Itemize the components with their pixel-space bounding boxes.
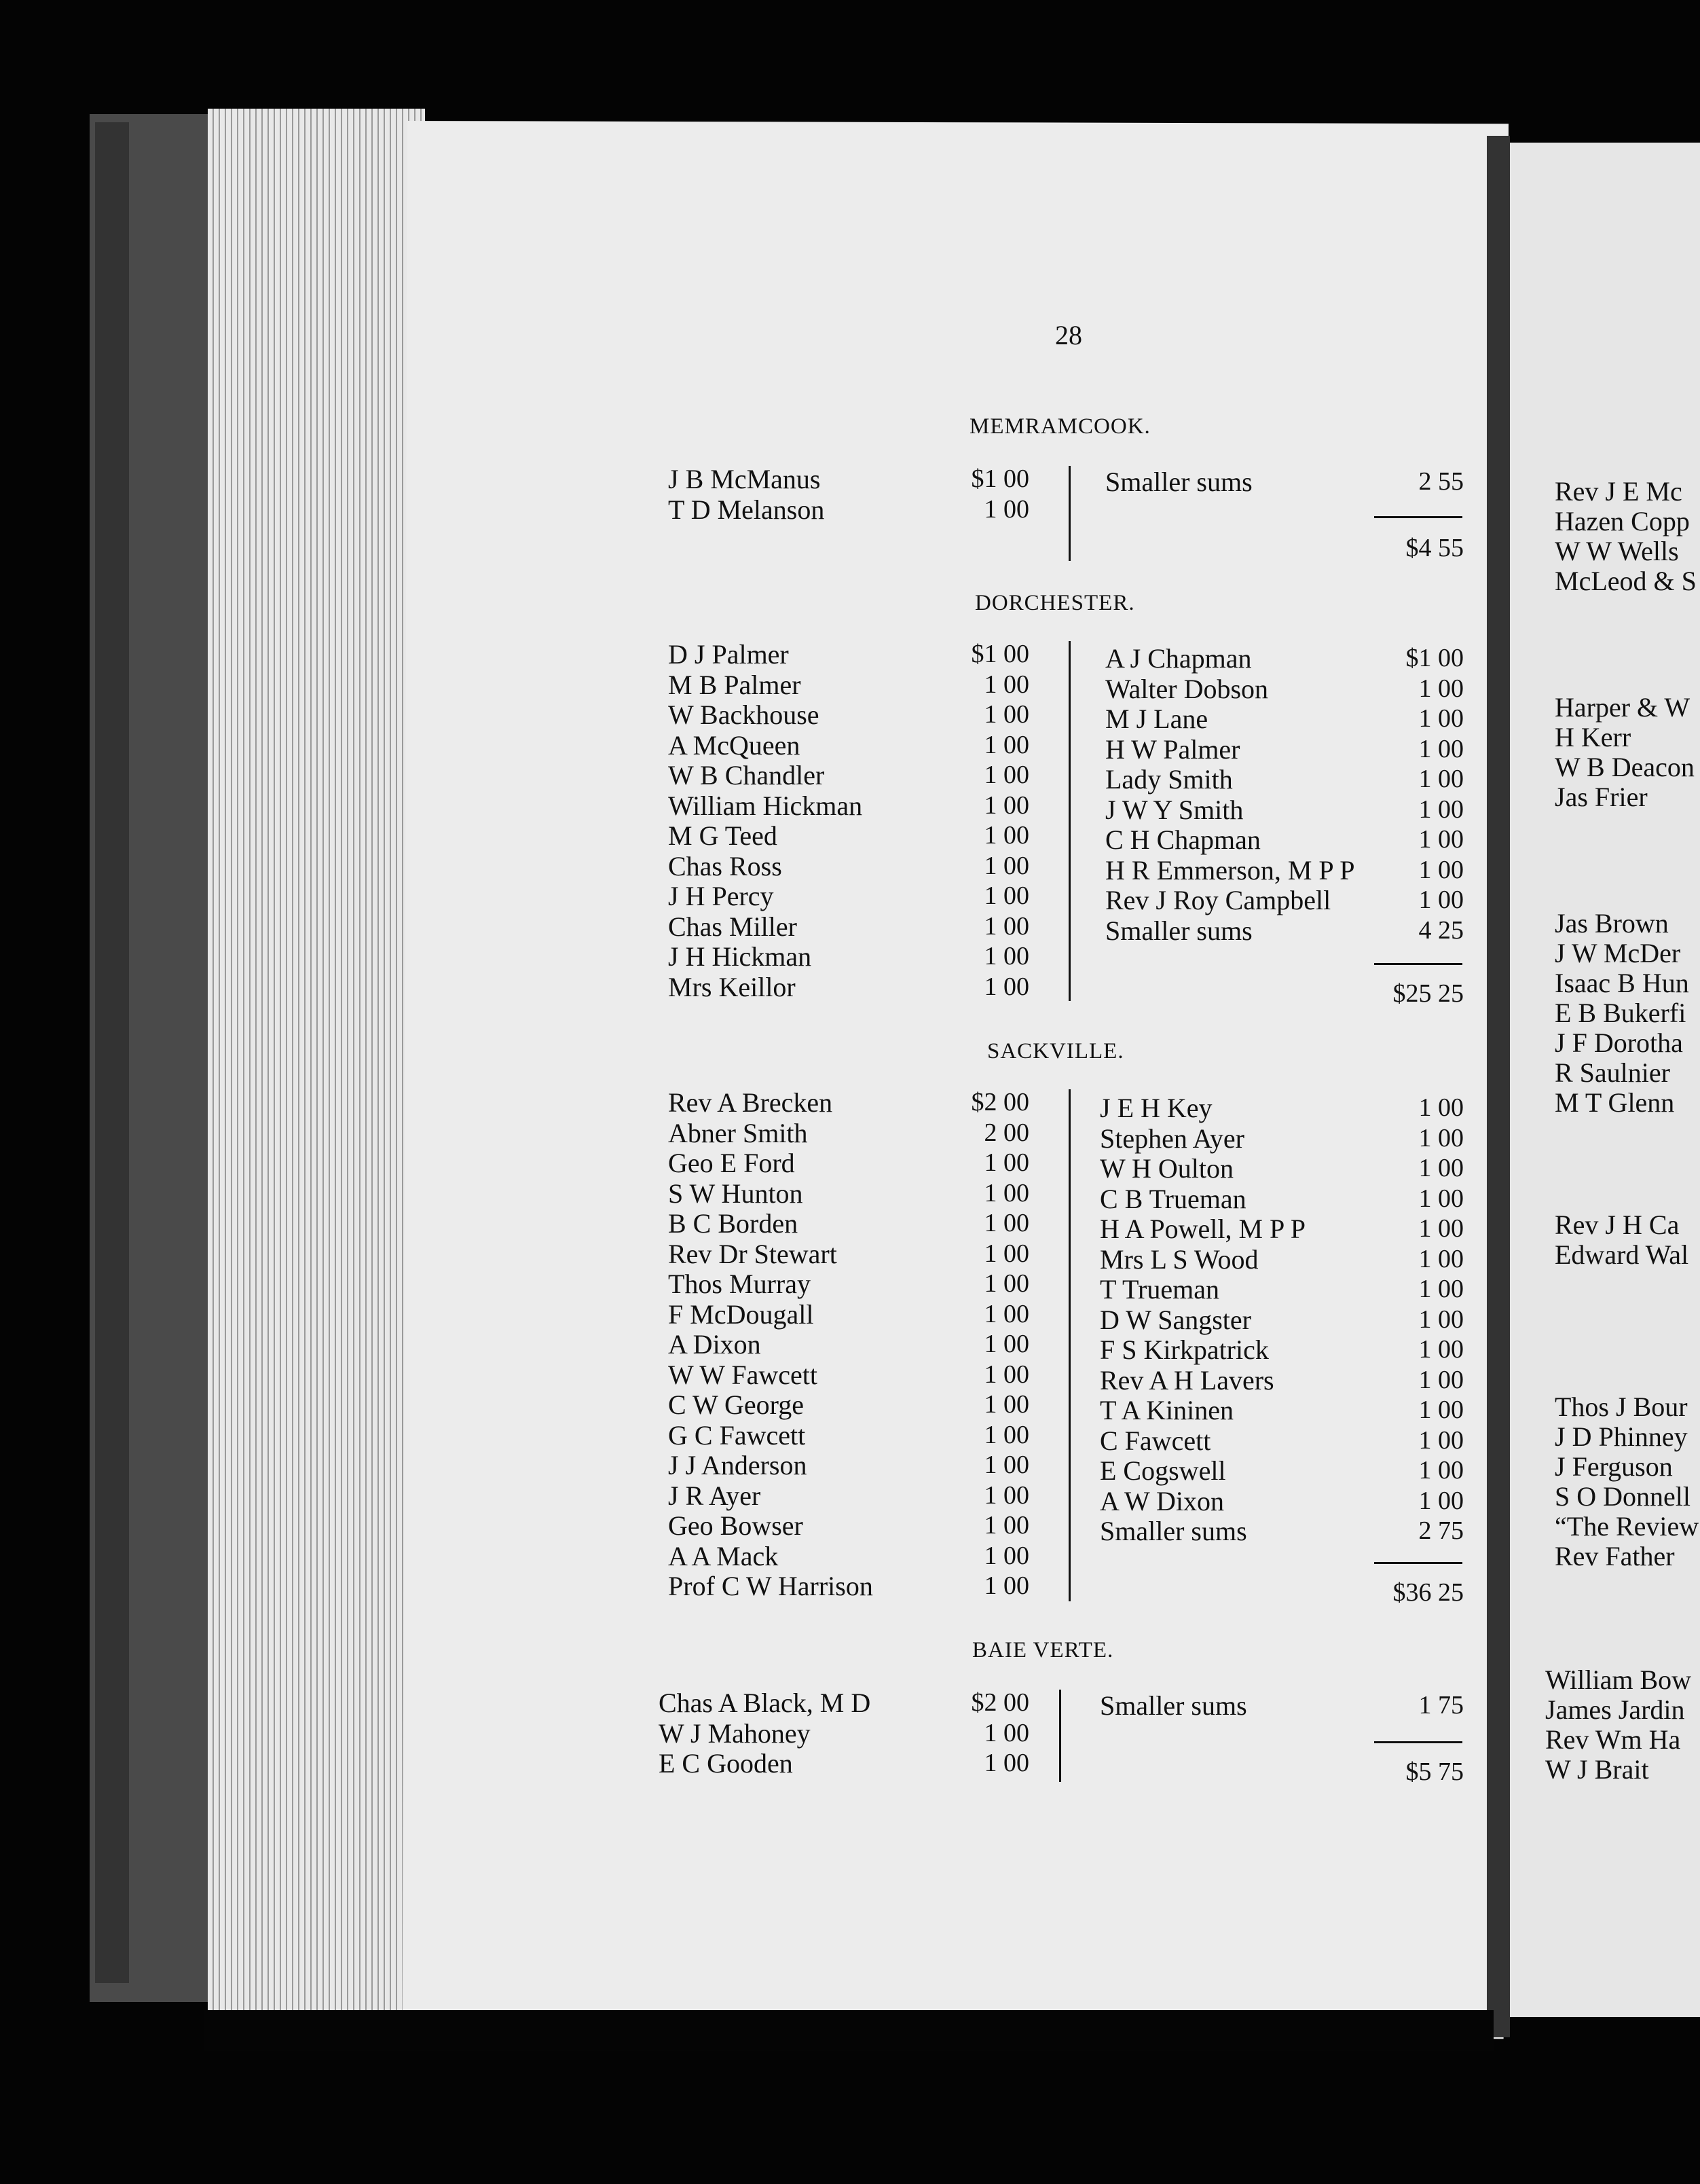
donation-amount: $1 00 <box>1405 644 1464 672</box>
donor-name: Walter Dobson <box>1105 673 1269 704</box>
donor-name: Chas A Black, M D <box>659 1688 871 1718</box>
donation-amount: 1 00 <box>984 881 1029 910</box>
facing-page-line: Jas Frier <box>1555 782 1648 812</box>
donation-amount: 1 00 <box>984 942 1029 970</box>
donation-amount: 1 00 <box>984 1718 1029 1747</box>
facing-page-line: J W McDer <box>1555 938 1681 968</box>
donation-amount: 1 00 <box>1418 1214 1464 1243</box>
donor-name: William Hickman <box>668 790 863 821</box>
donor-name: C W George <box>668 1389 804 1420</box>
facing-page-line: “The Review <box>1555 1511 1699 1542</box>
donor-name: S W Hunton <box>668 1178 803 1209</box>
donor-name: Smaller sums <box>1105 467 1253 497</box>
donor-name: J E H Key <box>1100 1093 1213 1123</box>
book-gutter <box>1487 136 1510 2037</box>
section-heading: SACKVILLE. <box>987 1039 1124 1063</box>
total-rule <box>1374 1741 1462 1743</box>
donor-name: M J Lane <box>1105 704 1208 734</box>
donation-amount: $1 00 <box>971 465 1029 493</box>
donor-name: Thos Murray <box>668 1269 811 1299</box>
column-divider <box>1069 641 1071 1001</box>
donor-name: H A Powell, M P P <box>1100 1214 1306 1244</box>
facing-page-line: E B Bukerfi <box>1555 998 1686 1028</box>
section-total: $25 25 <box>1392 979 1464 1008</box>
donation-amount: 1 00 <box>1418 1093 1464 1122</box>
donation-amount: 1 00 <box>984 1749 1029 1777</box>
donation-amount: 1 00 <box>1418 1305 1464 1334</box>
total-rule <box>1374 1562 1462 1564</box>
donation-amount: $2 00 <box>971 1088 1029 1116</box>
donation-amount: 1 00 <box>1418 1456 1464 1485</box>
page-edges <box>208 109 425 2010</box>
book-cover-edge <box>95 122 129 1983</box>
facing-page-line: James Jardin <box>1545 1694 1685 1725</box>
donation-amount: 1 00 <box>984 730 1029 759</box>
donation-amount: 1 00 <box>1418 1365 1464 1394</box>
donation-amount: 1 00 <box>984 1360 1029 1389</box>
donor-name: T Trueman <box>1100 1274 1219 1305</box>
donor-name: Chas Ross <box>668 850 782 881</box>
donation-amount: 1 00 <box>1418 765 1464 793</box>
donation-amount: 4 25 <box>1418 915 1464 945</box>
donation-amount: 1 00 <box>984 1390 1029 1419</box>
donor-name: Prof C W Harrison <box>668 1571 873 1601</box>
donor-name: A McQueen <box>668 729 800 761</box>
bottom-shadow <box>204 2010 1494 2051</box>
donation-amount: $2 00 <box>971 1688 1029 1717</box>
donor-name: C H Chapman <box>1105 824 1261 855</box>
donation-amount: 1 00 <box>1418 1244 1464 1273</box>
donor-name: B C Borden <box>668 1208 798 1239</box>
facing-page-line: H Kerr <box>1555 722 1631 752</box>
donor-name: W W Fawcett <box>668 1359 817 1390</box>
donor-name: Chas Miller <box>668 911 797 942</box>
donation-amount: 1 00 <box>984 1480 1029 1510</box>
donor-name: Rev J Roy Campbell <box>1105 885 1331 915</box>
donation-amount: 1 00 <box>984 972 1029 1001</box>
page-number: 28 <box>1055 320 1082 350</box>
donor-name: A Dixon <box>668 1329 761 1360</box>
donor-name: A A Mack <box>668 1540 779 1571</box>
donor-name: A J Chapman <box>1105 643 1252 674</box>
donation-amount: 1 00 <box>984 1330 1029 1358</box>
donor-name: D J Palmer <box>668 639 789 670</box>
column-divider <box>1069 1089 1071 1601</box>
donor-name: A W Dixon <box>1100 1485 1224 1516</box>
facing-page-line: W J Brait <box>1545 1754 1649 1785</box>
facing-page-line: Isaac B Hun <box>1555 968 1689 998</box>
donor-name: W B Chandler <box>668 760 825 790</box>
donor-name: H R Emmerson, M P P <box>1105 854 1355 886</box>
facing-page-line: McLeod & S <box>1555 566 1697 596</box>
facing-page-line: Edward Wal <box>1555 1239 1689 1270</box>
facing-page-line: Thos J Bour <box>1555 1391 1688 1422</box>
donor-name: E Cogswell <box>1100 1455 1226 1486</box>
facing-page-line: S O Donnell <box>1555 1481 1690 1512</box>
donor-name: D W Sangster <box>1100 1304 1251 1335</box>
donation-amount: 1 00 <box>1418 1184 1464 1213</box>
donation-amount: 1 00 <box>1418 886 1464 914</box>
donor-name: W Backhouse <box>668 699 819 730</box>
section-total: $36 25 <box>1392 1578 1464 1607</box>
donor-name: Smaller sums <box>1100 1690 1247 1721</box>
donor-name: Rev A Brecken <box>668 1087 833 1118</box>
donor-name: J R Ayer <box>668 1480 761 1511</box>
donor-name: J W Y Smith <box>1105 794 1244 825</box>
section-total: $5 75 <box>1405 1758 1464 1786</box>
donation-amount: 1 00 <box>1418 734 1464 763</box>
donation-amount: 1 00 <box>1418 1275 1464 1303</box>
donation-amount: 1 00 <box>984 1541 1029 1570</box>
donor-name: Geo E Ford <box>668 1148 795 1178</box>
donation-amount: $1 00 <box>971 640 1029 668</box>
donor-name: W H Oulton <box>1100 1153 1234 1184</box>
facing-page-line: Jas Brown <box>1555 908 1669 939</box>
donation-amount: 1 00 <box>1418 1486 1464 1515</box>
donor-name: Mrs Keillor <box>668 971 796 1002</box>
donor-name: F McDougall <box>668 1298 814 1330</box>
facing-page-line: Rev J E Mc <box>1555 476 1682 507</box>
book-page <box>403 121 1509 2039</box>
donor-name: J H Hickman <box>668 941 812 972</box>
donor-name: T D Melanson <box>668 494 825 525</box>
donor-name: E C Gooden <box>659 1748 793 1779</box>
donor-name: H W Palmer <box>1105 733 1240 765</box>
section-total: $4 55 <box>1405 534 1464 562</box>
donor-name: Stephen Ayer <box>1100 1123 1244 1154</box>
donation-amount: 1 00 <box>984 851 1029 880</box>
donation-amount: 1 00 <box>1418 1425 1464 1455</box>
donation-amount: 1 00 <box>984 1451 1029 1479</box>
donation-amount: 1 00 <box>984 761 1029 789</box>
facing-page-line: M T Glenn <box>1555 1087 1675 1118</box>
donation-amount: 1 00 <box>984 1209 1029 1237</box>
donation-amount: 1 00 <box>984 670 1029 699</box>
donation-amount: 1 00 <box>984 1148 1029 1177</box>
section-heading: MEMRAMCOOK. <box>969 414 1151 439</box>
donation-amount: 1 00 <box>984 1420 1029 1449</box>
donation-amount: 1 00 <box>984 911 1029 941</box>
donation-amount: 1 00 <box>984 1269 1029 1298</box>
facing-page-line: Rev Wm Ha <box>1545 1724 1681 1755</box>
donor-name: Smaller sums <box>1105 915 1253 946</box>
donor-name: Rev Dr Stewart <box>668 1238 837 1269</box>
column-divider <box>1069 466 1071 561</box>
donation-amount: 1 00 <box>984 494 1029 524</box>
facing-page-line: Rev J H Ca <box>1555 1209 1680 1240</box>
donation-amount: 1 00 <box>984 1239 1029 1268</box>
donor-name: M G Teed <box>668 820 777 851</box>
donation-amount: 1 00 <box>984 1178 1029 1207</box>
facing-page-line: Harper & W <box>1555 692 1690 723</box>
total-rule <box>1374 963 1462 965</box>
donation-amount: 1 00 <box>984 1511 1029 1540</box>
donor-name: Rev A H Lavers <box>1100 1364 1274 1396</box>
donor-name: C Fawcett <box>1100 1425 1211 1456</box>
donation-amount: 1 00 <box>1418 795 1464 824</box>
donor-name: J H Percy <box>668 881 774 911</box>
donor-name: Lady Smith <box>1105 764 1233 795</box>
donation-amount: 1 00 <box>984 821 1029 850</box>
donor-name: Abner Smith <box>668 1117 808 1148</box>
donation-amount: 1 00 <box>984 1299 1029 1328</box>
donor-name: F S Kirkpatrick <box>1100 1334 1269 1365</box>
section-heading: DORCHESTER. <box>975 591 1135 615</box>
donation-amount: 1 00 <box>1418 1123 1464 1152</box>
donation-amount: 2 00 <box>984 1118 1029 1147</box>
donation-amount: 1 00 <box>984 790 1029 820</box>
facing-page-line: J Ferguson <box>1555 1451 1673 1482</box>
donor-name: T A Kininen <box>1100 1395 1234 1425</box>
donation-amount: 1 00 <box>1418 1396 1464 1424</box>
donation-amount: 2 55 <box>1418 467 1464 496</box>
facing-page-line: J F Dorotha <box>1555 1027 1683 1058</box>
facing-page-line: W B Deacon <box>1555 752 1695 782</box>
facing-page-line: W W Wells <box>1555 536 1679 566</box>
donation-amount: 1 00 <box>984 700 1029 729</box>
section-heading: BAIE VERTE. <box>972 1638 1114 1662</box>
donor-name: G C Fawcett <box>668 1419 806 1451</box>
donor-name: C B Trueman <box>1100 1183 1246 1214</box>
donation-amount: 1 00 <box>1418 1335 1464 1364</box>
donor-name: Geo Bowser <box>668 1510 803 1541</box>
donation-amount: 2 75 <box>1418 1516 1464 1545</box>
donor-name: Smaller sums <box>1100 1516 1247 1546</box>
facing-page-line: J D Phinney <box>1555 1421 1688 1452</box>
facing-page-line: Rev Father <box>1555 1541 1675 1571</box>
donor-name: W J Mahoney <box>659 1717 811 1749</box>
donation-amount: 1 00 <box>1418 825 1464 854</box>
facing-page-line: R Saulnier <box>1555 1057 1670 1088</box>
donation-amount: 1 00 <box>1418 855 1464 884</box>
donor-name: J J Anderson <box>668 1450 807 1480</box>
donor-name: Mrs L S Wood <box>1100 1243 1259 1275</box>
column-divider <box>1059 1690 1061 1782</box>
donation-amount: 1 00 <box>1418 1154 1464 1182</box>
facing-page-line: Hazen Copp <box>1555 506 1690 536</box>
total-rule <box>1374 516 1462 518</box>
donation-amount: 1 75 <box>1418 1691 1464 1719</box>
donation-amount: 1 00 <box>1418 704 1464 733</box>
donation-amount: 1 00 <box>984 1571 1029 1600</box>
donor-name: J B McManus <box>668 464 821 494</box>
donor-name: M B Palmer <box>668 669 801 700</box>
facing-page-line: William Bow <box>1545 1664 1692 1695</box>
donation-amount: 1 00 <box>1418 674 1464 703</box>
